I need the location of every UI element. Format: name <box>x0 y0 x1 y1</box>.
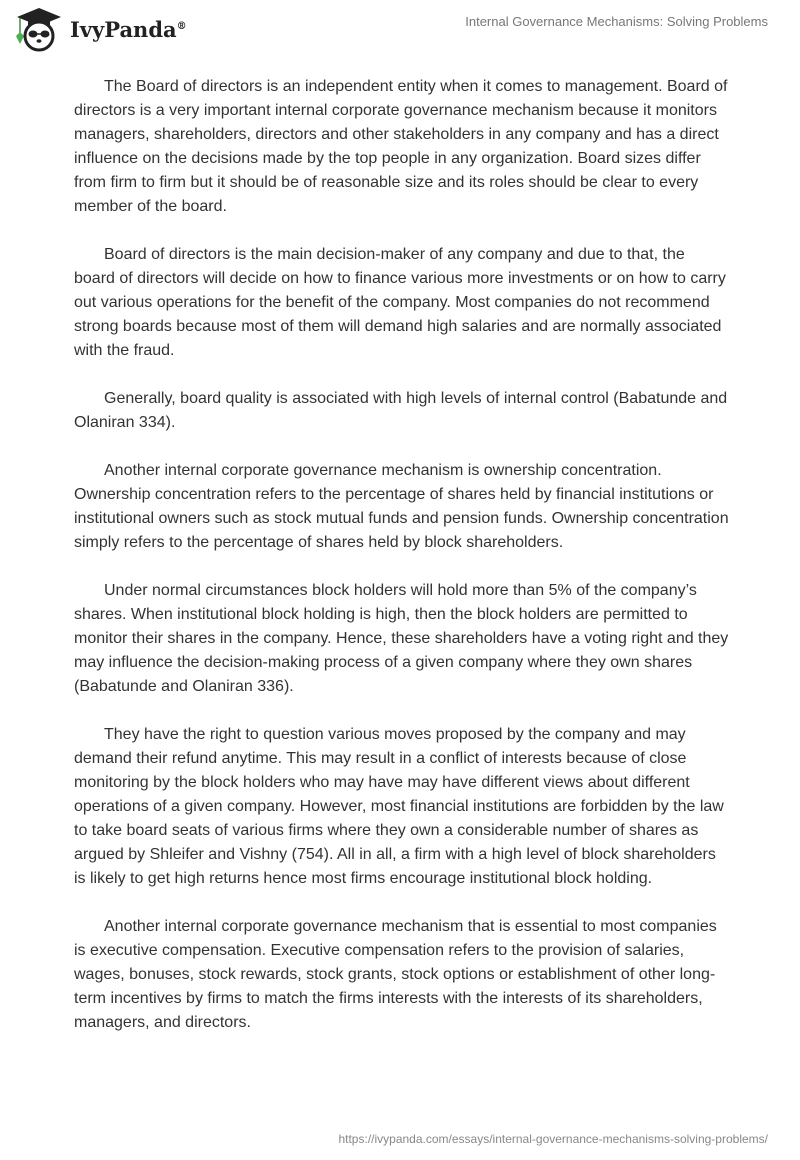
essay-body <box>74 75 730 1059</box>
paragraph: Another internal corporate governance mechanism is ownership concentration. Ownership concentration refers to the percentage of shares held by financial institutions or institutional owners such as stock mutual funds and pension funds. Ownership concentration simply refers to the percentage of shares held by block shareholders. <box>74 462 729 551</box>
logo[interactable] <box>14 6 187 52</box>
paragraph: Board of directors is the main decision-maker of any company and due to that, the board of directors will decide on how to finance various more investments or on how to carry out various operations for the benefit of the company. Most companies do not recommend strong boards because most of them will demand high salaries and are normally associated with the fraud. <box>74 246 726 359</box>
paragraph: Under normal circumstances block holders will hold more than 5% of the company’s shares. When institutional block holding is high, then the block holders are permitted to monitor their shares in the company. Hence, these shareholders have a voting right and they may influence the decision-making process of a given company where they own shares (Babatunde and Olaniran 336). <box>74 582 729 695</box>
source-url[interactable]: https://ivypanda.com/essays/internal-governance-mechanisms-solving-problems/ <box>338 1132 768 1146</box>
paragraph: Generally, board quality is associated with high levels of internal control (Babatunde and Olaniran 334). <box>74 390 728 431</box>
paragraph: Another internal corporate governance mechanism that is essential to most companies is executive compensation. Executive compensation refers to the provision of salaries, wages, bonuses, stock rewards, stock grants, stock options or establishment of other long-term incentives by firms to match the firms interests with the interests of its shareholders, managers, and directors. <box>74 918 717 1031</box>
document-title: Internal Governance Mechanisms: Solving Problems <box>465 14 768 29</box>
panda-graduate-icon <box>14 6 64 52</box>
logo-text: IvyPanda® <box>70 16 187 42</box>
paragraph: They have the right to question various moves proposed by the company and may demand their refund anytime. This may result in a conflict of interests because of close monitoring by the block holders who may have may have different views about different operations of a given company. However, most financial institutions are forbidden by the law to take board seats of various firms where they own a considerable number of shares as argued by Shleifer and Vishny (754). All in all, a firm with a high level of block shareholders is likely to get high returns hence most firms encourage institutional block holding. <box>74 726 724 887</box>
page-header <box>0 0 800 60</box>
paragraph: The Board of directors is an independent entity when it comes to management. Board of directors is a very important internal corporate governance mechanism because it monitors managers, shareholders, directors and other stakeholders in any company and has a direct influence on the decisions made by the top people in any organization. Board sizes differ from firm to firm but it should be of reasonable size and its roles should be clear to every member of the board. <box>74 78 728 215</box>
